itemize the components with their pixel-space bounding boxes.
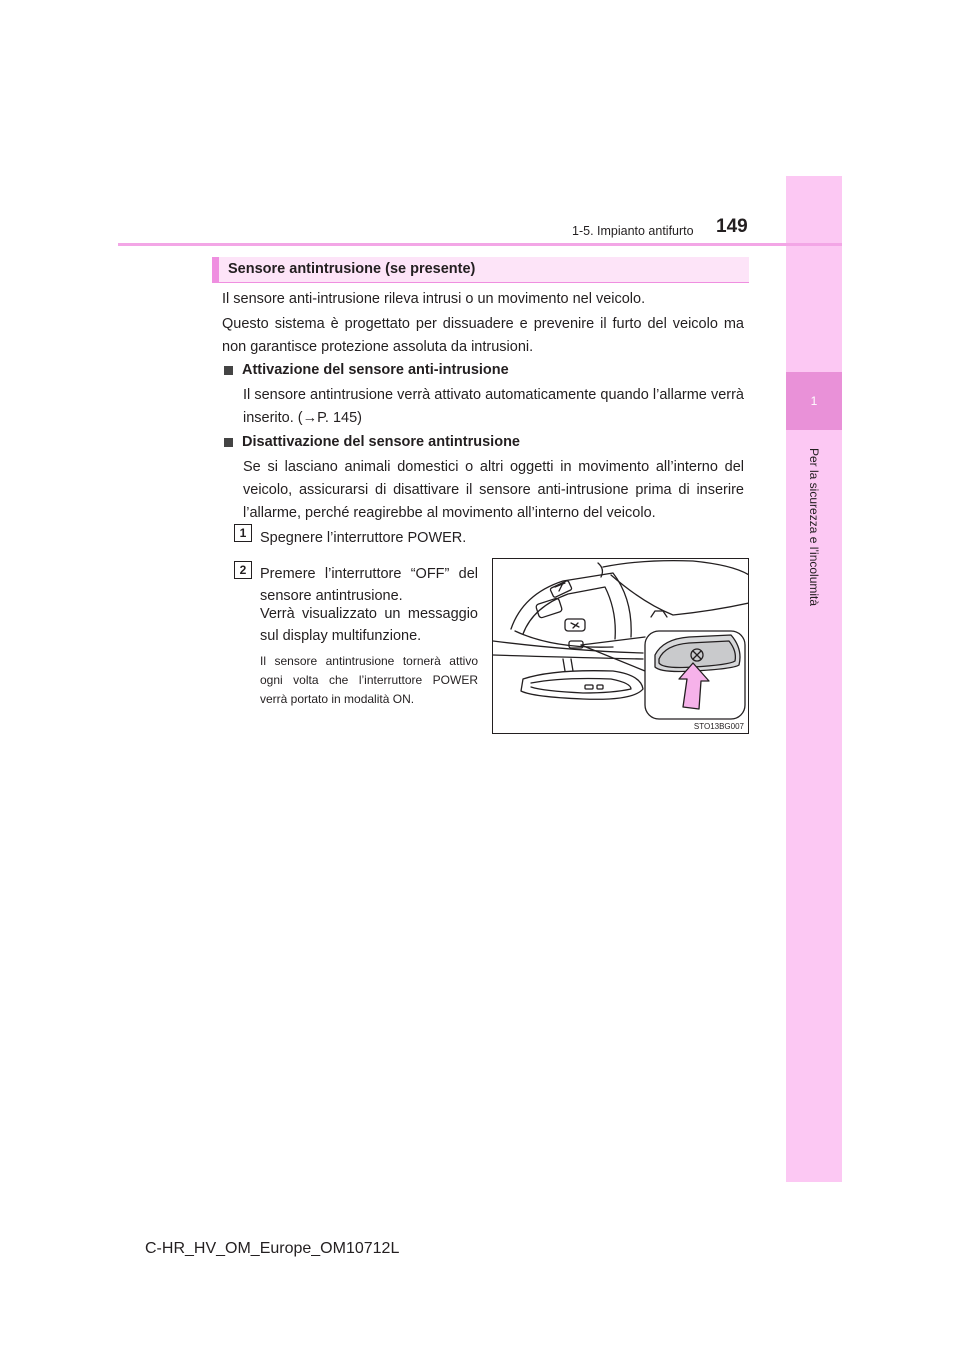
- figure-overhead-console: [492, 558, 749, 734]
- running-header: 1-5. Impianto antifurto: [572, 224, 694, 238]
- step-2-line-2: sensore antintrusione.: [260, 588, 403, 604]
- intro-paragraph-2: Questo sistema è progettato per dissuadere e prevenire il furto del veicolo ma non garantisce protezione assoluta da intrusioni.: [222, 316, 744, 355]
- bullet-square-icon: [224, 366, 233, 375]
- page-number: 149: [716, 216, 748, 237]
- deactivation-title: Disattivazione del sensore antintrusione: [242, 434, 520, 450]
- step-2-line-4: sul display multifunzione.: [260, 628, 422, 644]
- bullet-activation: [224, 362, 744, 378]
- bullet-square-icon: [224, 438, 233, 447]
- step-number-2: 2: [234, 561, 252, 579]
- bullet-deactivation: [224, 434, 744, 450]
- chapter-number: 1: [786, 372, 842, 430]
- step-1-text: Spegnere l’interruttore POWER.: [260, 530, 467, 546]
- chapter-title: Per la sicurezza e l’incolumità: [807, 448, 821, 607]
- footer-document-id: C-HR_HV_OM_Europe_OM10712L: [145, 1240, 400, 1257]
- intro-paragraph-1: Il sensore anti-intrusione rileva intrusi o un movimento nel veicolo.: [222, 291, 646, 307]
- deactivation-text: Se si lasciano animali domestici o altri oggetti in movimento all’interno del veicolo, assicurarsi di disattivare il sensore anti-intrusione prima di inserire l’allarme, perché reagirebbe al movimento all’interno del veicolo.: [243, 459, 744, 521]
- figure-code: STO13BG007: [693, 722, 744, 731]
- overhead-console-illustration: [493, 559, 749, 734]
- activation-title: Attivazione del sensore anti-intrusione: [242, 362, 509, 378]
- step-2-line-3: Verrà visualizzato un messaggio: [260, 606, 478, 622]
- section-title: Sensore antintrusione (se presente): [228, 261, 476, 277]
- activation-text: Il sensore antintrusione verrà attivato automaticamente quando l’allarme verrà inserito. (→P. 145): [243, 387, 744, 426]
- step-2-line-1: Premere l’interruttore “OFF” del: [260, 566, 478, 582]
- header-rule: [118, 243, 842, 246]
- step-number-1: 1: [234, 524, 252, 542]
- step-2-note: Il sensore antintrusione tornerà attivo ogni volta che l’interruttore POWER verrà portato in modalità ON.: [260, 654, 478, 706]
- section-heading-box: [212, 257, 749, 283]
- chapter-side-tab: [786, 176, 842, 1182]
